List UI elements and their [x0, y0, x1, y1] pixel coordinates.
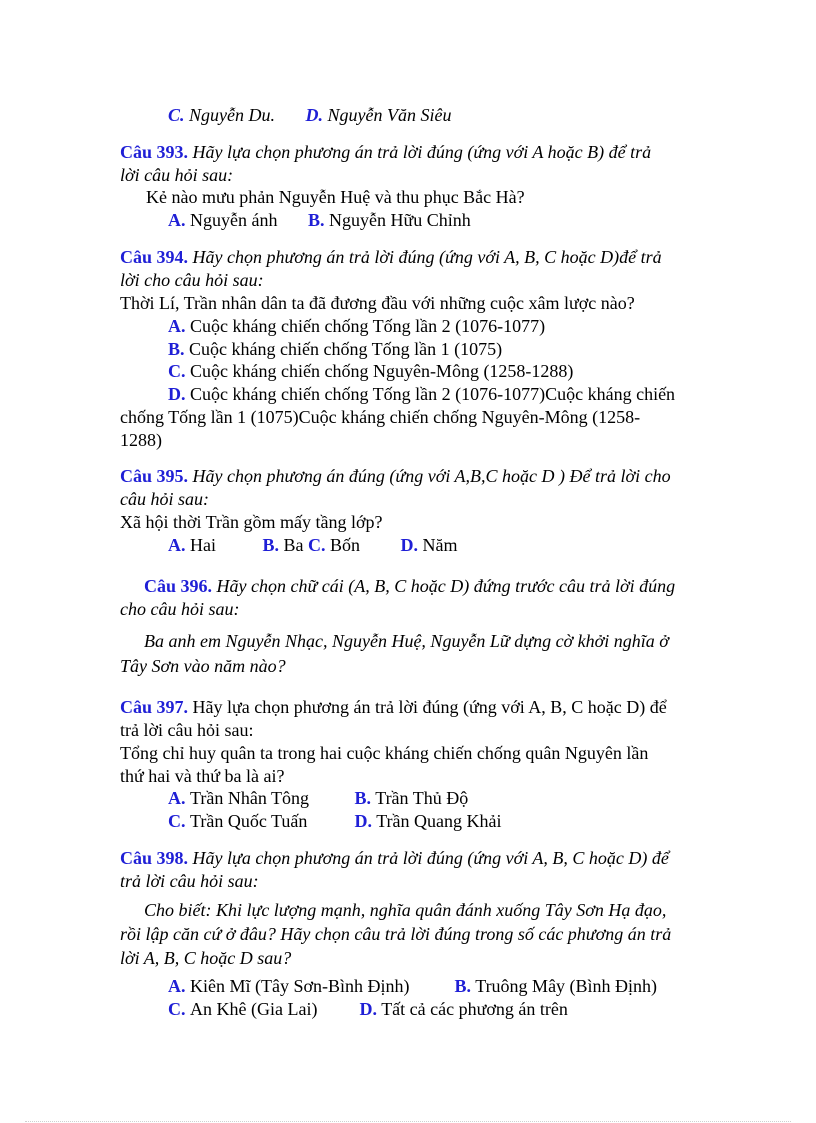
q398-question: Cho biết: Khi lực lượng mạnh, nghĩa quân đánh xuống Tây Sơn Hạ đạo, [144, 900, 667, 920]
q394-instruction [120, 246, 662, 269]
instruction-text: Hãy chọn phương án đúng (ứng với A,B,C hoặc D ) Để trả lời cho [192, 466, 671, 486]
option-letter: B. [168, 339, 185, 359]
q393-options [168, 209, 471, 232]
option-letter: C. [308, 535, 326, 555]
option-text: Truông Mây (Bình Định) [475, 976, 658, 996]
q397-options-ab [168, 787, 468, 810]
option-letter: D. [400, 535, 419, 555]
q396-instruction [144, 575, 675, 598]
q398-question-cont: lời A, B, C hoặc D sau? [120, 948, 292, 968]
q394-option-d-cont: chống Tống lần 1 (1075)Cuộc kháng chiến chống Nguyên-Mông (1258- [120, 407, 641, 427]
option-letter: C. [168, 105, 185, 125]
instruction-text: Hãy chọn phương án trả lời đúng (ứng với A, B, C hoặc D)để trả [192, 247, 662, 267]
q394-instruction-cont: lời cho câu hỏi sau: [120, 270, 264, 290]
question-label: Câu 394. [120, 247, 189, 267]
instruction-text: Hãy lựa chọn phương án trả lời đúng (ứng với A, B, C hoặc D) để [192, 848, 669, 868]
option-text: Nguyễn Du. [189, 105, 275, 125]
q394-option-b [168, 338, 502, 361]
q396-question-cont: Tây Sơn vào năm nào? [120, 656, 286, 676]
q393-question: Kẻ nào mưu phản Nguyễn Huệ và thu phục Bắc Hà? [146, 187, 525, 207]
q395-instruction-cont: câu hỏi sau: [120, 489, 209, 509]
option-letter: A. [168, 976, 186, 996]
option-text: Năm [422, 535, 458, 555]
q398-question-cont: rồi lập căn cứ ở đâu? Hãy chọn câu trả lời đúng trong số các phương án trả [120, 924, 672, 944]
q394-question: Thời Lí, Trần nhân dân ta đã đương đầu với những cuộc xâm lược nào? [120, 293, 635, 313]
q398-options-cd [168, 998, 568, 1021]
option-letter: C. [168, 361, 186, 381]
option-letter: D. [305, 105, 323, 125]
option-text: Ba [283, 535, 304, 555]
q394-option-c [168, 360, 573, 383]
question-label: Câu 397. [120, 697, 189, 717]
option-letter: A. [168, 535, 186, 555]
option-text: Bốn [330, 535, 361, 555]
option-letter: D. [168, 384, 186, 404]
q393-instruction-cont: lời câu hỏi sau: [120, 165, 234, 185]
option-letter: D. [354, 811, 372, 831]
instruction-text: Hãy lựa chọn phương án trả lời đúng (ứng với A hoặc B) để trả [192, 142, 652, 162]
q397-options-cd [168, 810, 502, 833]
q397-instruction [120, 696, 667, 719]
option-text: Nguyễn Văn Siêu [327, 105, 452, 125]
q398-instruction [120, 847, 669, 870]
q397-instruction-cont: trả lời câu hỏi sau: [120, 720, 254, 740]
question-label: Câu 393. [120, 142, 189, 162]
option-text: Cuộc kháng chiến chống Tống lần 2 (1076-1077)Cuộc kháng chiến [190, 384, 676, 404]
q395-question: Xã hội thời Trần gồm mấy tầng lớp? [120, 512, 383, 532]
page-bottom-divider [25, 1121, 791, 1122]
q395-instruction [120, 465, 671, 488]
option-text: Kiên Mĩ (Tây Sơn-Bình Định) [190, 976, 410, 996]
option-text: Hai [190, 535, 216, 555]
q393-instruction [120, 141, 651, 164]
option-text: Trần Quốc Tuấn [190, 811, 308, 831]
instruction-text: Hãy chọn chữ cái (A, B, C hoặc D) đứng trước câu trả lời đúng [216, 576, 676, 596]
q395-options [168, 534, 458, 557]
question-label: Câu 396. [144, 576, 213, 596]
option-letter: A. [168, 210, 186, 230]
option-text: Trần Quang Khải [376, 811, 502, 831]
q398-options-ab [168, 975, 657, 998]
prev-options-line [168, 104, 451, 127]
option-text: Cuộc kháng chiến chống Tống lần 2 (1076-1077) [190, 316, 546, 336]
q394-option-d-cont: 1288) [120, 430, 162, 450]
instruction-text: Hãy lựa chọn phương án trả lời đúng (ứng với A, B, C hoặc D) để [192, 697, 667, 717]
option-text: Nguyễn ánh [190, 210, 278, 230]
question-label: Câu 398. [120, 848, 189, 868]
q397-question: Tổng chỉ huy quân ta trong hai cuộc kháng chiến chống quân Nguyên lần [120, 743, 649, 763]
q396-instruction-cont: cho câu hỏi sau: [120, 599, 240, 619]
q397-question-cont: thứ hai và thứ ba là ai? [120, 766, 285, 786]
q398-instruction-cont: trả lời câu hỏi sau: [120, 871, 259, 891]
option-text: Trần Nhân Tông [190, 788, 310, 808]
option-letter: D. [359, 999, 377, 1019]
option-letter: B. [454, 976, 472, 996]
option-text: An Khê (Gia Lai) [190, 999, 318, 1019]
option-letter: C. [168, 999, 186, 1019]
q396-question: Ba anh em Nguyễn Nhạc, Nguyễn Huệ, Nguyễn Lữ dựng cờ khởi nghĩa ở [144, 631, 669, 651]
option-letter: B. [354, 788, 372, 808]
option-text: Cuộc kháng chiến chống Tống lần 1 (1075) [189, 339, 503, 359]
q394-option-d [168, 383, 675, 406]
option-text: Nguyễn Hữu Chỉnh [329, 210, 471, 230]
question-label: Câu 395. [120, 466, 189, 486]
option-letter: C. [168, 811, 186, 831]
option-letter: B. [307, 210, 325, 230]
option-letter: A. [168, 316, 186, 336]
option-text: Tất cả các phương án trên [381, 999, 568, 1019]
option-letter: A. [168, 788, 186, 808]
option-text: Cuộc kháng chiến chống Nguyên-Mông (1258-1288) [190, 361, 574, 381]
option-letter: B. [262, 535, 280, 555]
q394-option-a [168, 315, 545, 338]
option-text: Trần Thủ Độ [375, 788, 469, 808]
